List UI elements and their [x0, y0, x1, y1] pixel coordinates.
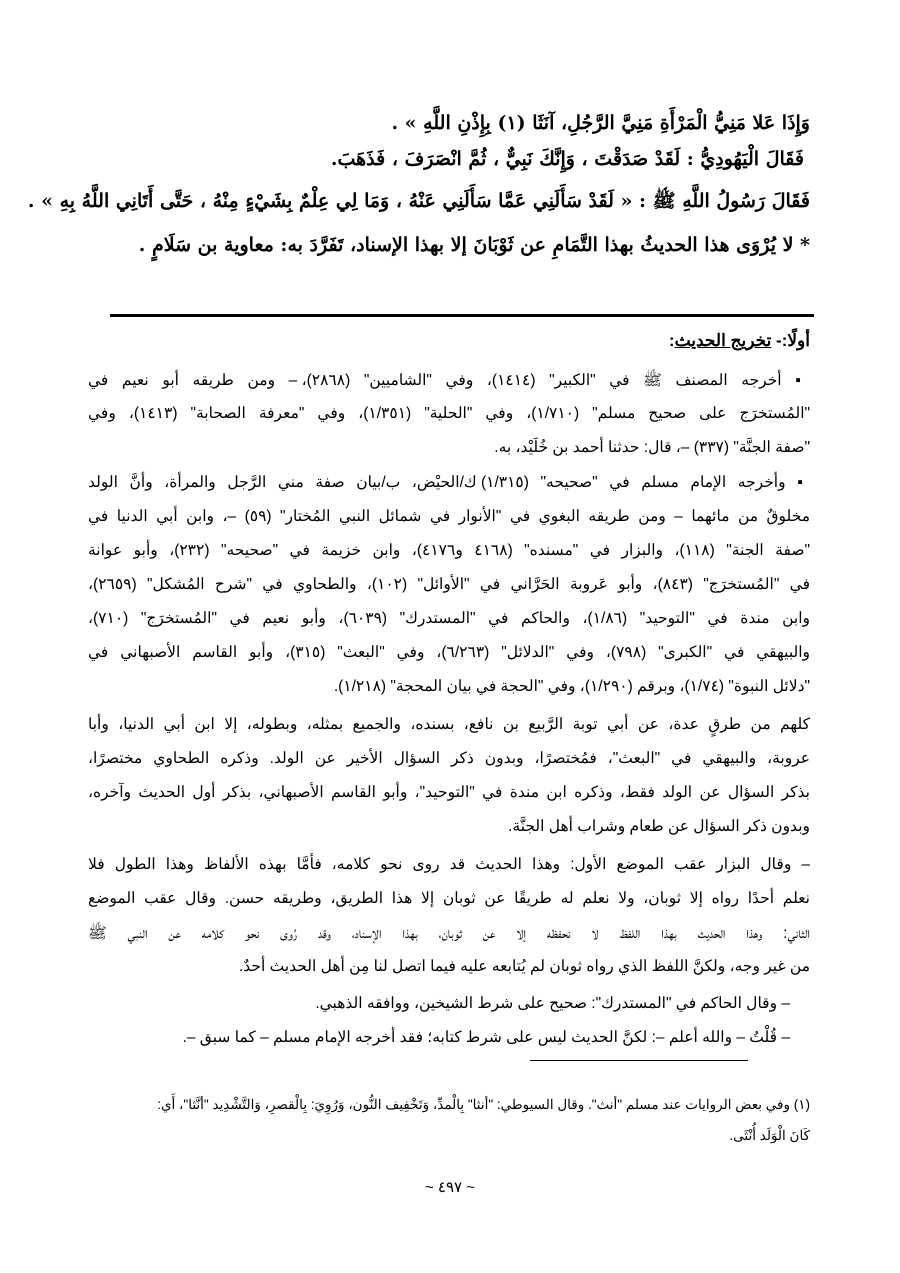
footnote-line: كَانَ الْوَلَد أُنْثَى. [729, 1128, 810, 1143]
body-line: – وقال البزار عقب الموضع الأول: وهذا الحديث قد روى نحو كلامه، فأمَّا بهذه الألفاظ وهذا الطول فلا [88, 856, 810, 873]
page-number: ~ ٤٩٧ ~ [424, 1179, 476, 1196]
body-line: "صفة الجنة" (١١٨)، والبزار في "مسنده" (٤١٦٨ و٤١٧٦)، وابن خزيمة في "صحيحه" (٢٣٢)، وأبو عوانة [88, 542, 810, 559]
body-line: عروبة، والبيهقي في "البعث"، فمُختصرًا، وبدون ذكر السؤال الأخير عن الولد. وذكره الطحاوي مختصرًا، [88, 750, 810, 767]
body-line: "صفة الجنَّة" (٣٣٧) –، قال: حدثنا أحمد بن خُلَيْد، به. [494, 439, 810, 456]
body-line: "المُستخرَج على صحيح مسلم" (١/٧١٠)، وفي "الحلية" (١/٣٥١)، وفي "معرفة الصحابة" (١٤١٣)، وفي [88, 405, 810, 422]
body-line: وبدون ذكر السؤال عن طعام وشراب أهل الجنَّة. [508, 818, 810, 835]
body-line: في "المُستخرَج" (٨٤٣)، وأبو عَروبة الحَرَّاني في "الأوائل" (١٠٢)، والطحاوي في "شرح المُشكل" (٢٦٥٩)، [88, 576, 810, 593]
body-line: كلهم من طرقٍ عدة، عن أبي توبة الرَّبيع بن نافع، بسنده، والجميع بمثله، وبطوله، إلا ابن أبي الدنيا، وأبا [88, 716, 810, 733]
hadith-line: وَإِذَا عَلا مَنِيُّ الْمَرْأَةِ مَنِيَّ الرَّجُلِ، آنَثَا (١) بِإِذْنِ اللَّهِ » . [391, 112, 810, 134]
heading-prefix: أولًا:- [771, 331, 810, 350]
body-line: بذكر السؤال عن الولد فقط، وذكره ابن مندة في "التوحيد"، وأبو القاسم الأصبهاني، بذكر أول الحديث وآخره، [88, 784, 810, 801]
hadith-line: فَقَالَ رَسُولُ اللَّهِ ﷺ : « لَقَدْ سَأَلَنِي عَمَّا سَأَلَنِي عَنْهُ ، وَمَا لِي عِلْمٌ بِشَيْءٍ مِنْهُ ، حَتَّى أَتَانِي اللَّهُ بِهِ » . [27, 190, 810, 212]
body-line: من غير وجه، ولكنَّ اللفظ الذي رواه ثوبان لم يُتابعه عليه فيما اتصل لنا مِن أهل الحديث أحدٌ. [238, 958, 810, 975]
body-line: وابن مندة في "التوحيد" (١/٨٦)، والحاكم في "المستدرك" (٦٠٣٩)، وأبو نعيم في "المُستخرَج" (٧١٠)، [88, 610, 810, 627]
body-line: – وقال الحاكم في "المستدرك": صحيح على شرط الشيخين، ووافقه الذهبي. [315, 995, 790, 1012]
section-heading [669, 331, 810, 351]
body-line: الثاني: وهذا الحديث بهذا اللفظ لا نحفظه إلا عن ثوبان، بهذا الإسناد، وقد رُوى نحو كلامه عن النبي ﷺ [88, 925, 810, 942]
heading-suffix: : [668, 331, 675, 350]
hadith-note: * لا يُرْوَى هذا الحديثُ بهذا التَّمَامِ عن ثَوْبَانَ إلا بهذا الإسناد، تَفَرَّدَ به: معاوية بن سَلَامٍ . [138, 234, 810, 256]
footnote-divider [530, 1060, 748, 1061]
body-line: "دلائل النبوة" (١/٧٤)، وبرقم (١/٢٩٠)، وفي "الحجة في بيان المحجة" (١/٢١٨). [333, 678, 810, 695]
body-line: والبيهقي في "الكبرى" (٧٩٨)، وفي "الدلائل" (٦/٢٦٣)، وفي "البعث" (٣١٥)، وأبو القاسم الأصبهاني في [88, 644, 811, 661]
section-divider [110, 314, 814, 317]
hadith-line: فَقَالَ الْيَهُودِيُّ : لَقَدْ صَدَقْتَ ، وَإِنَّكَ نَبِيٌّ ، ثُمَّ انْصَرَفَ ، فَذَهَبَ. [330, 148, 804, 170]
body-line: مخلوقٌ من مائهما – ومن طريقه البغوي في "الأنوار في شمائل النبي المُختار" (٥٩) –، وابن أبي الدنيا في [88, 508, 811, 525]
heading-title: تخريج الحديث [674, 331, 772, 350]
body-line: ▪ أخرجه المصنف ﷺ في "الكبير" (١٤١٤)، وفي "الشاميين" (٢٨٦٨)، – ومن طريقه أبو نعيم في [88, 372, 810, 389]
body-line: نعلم أحدًا رواه إلا ثوبان، ولا نعلم له طريقًا عن ثوبان إلا هذا الطريق، وطريقه حسن. وقال عقب الموضع [88, 890, 810, 907]
footnote-line: (١) وفي بعض الروايات عند مسلم "أنث". وقال السيوطي: "أنثا" بِالْمدِّ، وَتَخْفِيف النُّون، وَرُوِيَ: بِالْقصرِ، وَالتَّشْدِيد "أنَّثا"، أَي: [157, 1097, 810, 1112]
body-line: – قُلْتُ – والله أعلم –: لكنَّ الحديث ليس على شرط كتابه؛ فقد أخرجه الإمام مسلم – كما سبق –. [182, 1029, 790, 1046]
body-line: ▪ وأخرجه الإمام مسلم في "صحيحه" (١/٣١٥) ك/الحيْض، ب/بيان صفة مني الرَّجل والمرأة، وأنَّ الولد [88, 474, 810, 491]
